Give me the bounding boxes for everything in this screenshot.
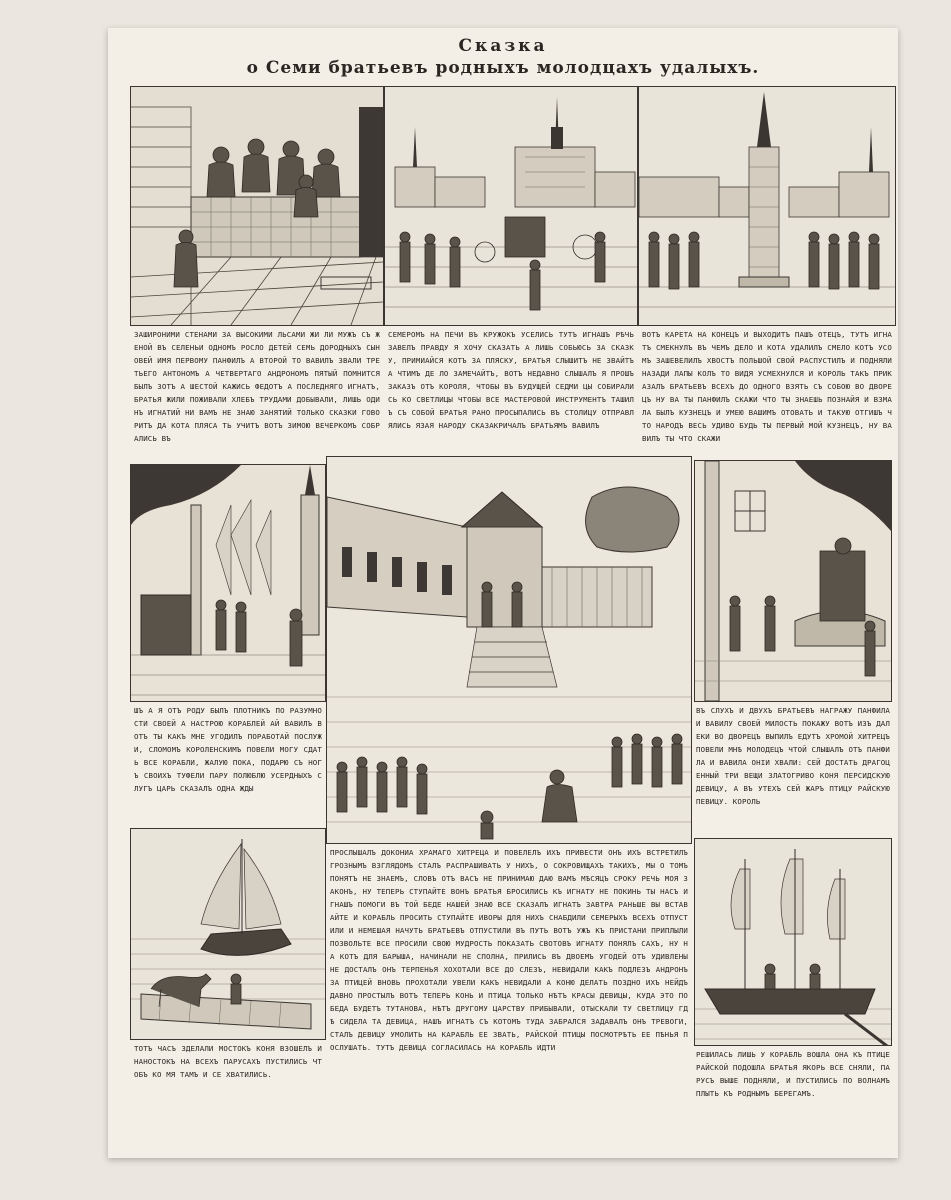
panel-tower-square [638,86,896,326]
text-block-5: ВЪ СЛУХЪ И ДВУХЪ БРАТЬЕВЪ НАГРАЖУ ПАНФИЛА И ВАВИЛУ СВОЕЙ МИЛОСТЬ ПОКАЖУ ВОТЪ ИЗЪ ДАЛЕКИ ВО ДВОРЕЦЪ ВЫПИЛЪ ЕДУТЪ ХРОМОЙ ХИТРЕЦЪ ПОВЕЛИ МНѢ МОЛОДЕЦЪ ЧТОЙ СЛЫШАЛЪ ОТЪ ПАНФИЛА И ВАВИЛА ОНІИ ХВАЛИ: СЕЙ ДОСТАТЬ ДРАГОЦЕННЫЙ ТРИ ВЕЩИ ЗЛАТОГРИВО КОНЯ ПЕРСИДСКУЮ ДЕВИЦУ, А ВЪ УТЕХЪ СЕЙ ЖАРЪ ПТИЦУ РАЙСКУЮ ПЕВИЦУ. КОРОЛЬ [696,706,890,806]
town-procession-illustration [385,87,637,325]
panel-king-and-ships [130,464,326,702]
lubok-sheet [108,28,898,1158]
ship-and-horse-illustration [131,829,325,1039]
text-block-3: ВОТЪ КАРЕТА НА КОНЕЦЪ И ВЫХОДИТЪ ПАШЪ ОТЕЦЪ, ТУТЪ ИГНАТЪ СМЕКНУЛЪ ВЪ ЧЕМЪ ДЕЛО И КОТА УДАЛИЛЪ СМЕЛО КОТЪ УСОМЪ ЗАШЕВЕЛИЛЪ ХВОСТЪ ПОЛЬШОЙ СВОЙ РАСПУСТИЛЪ И ПОДНЯЛИ НАЗАДИ ЛАПЫ КОЛЪ ТО ВИДЯ УСМЕХНУЛСЯ И КОРОЛЬ ТАКЪ ПРИКАЗАЛЪ БРАТЬЕВЪ ВСЕХЪ ДО ОДНОГО ВЗЯТЬ СЪ СОБОЮ ВО ДВОРЕЦЪ НУ ВА ТЫ ПАНФИЛЪ СКАЖИ ЧТО ТЫ ЗНАЕШЬ ПОЗНАЙЯ И ВЗМАЛА БЫЛЪ КУЗНЕЦЪ И УМЕЮ ВАШИМЪ ОТОВАТЬ И ТАКУЮ ОТГИШЪ ЧТО НАРОДЪ ВЕСЬ УДИВО БУДЬ ТЫ ПЕРВЫЙ МОЙ КУЗНЕЦЪ, НУ ВАВИЛЪ ТЫ ЧТО СКАЖИ [642,330,892,443]
text-block-7: ПРОСЛЫШАЛЪ ДОКОНИА ХРАМАГО ХИТРЕЦА И ПОВЕЛЕЛЪ ИХЪ ПРИВЕСТИ ОНЪ ИХЪ ВСТРЕТИЛЪ ГРОЗНЫМЪ ВЗГЛЯДОМЪ СТАЛЪ РАСПРАШИВАТЬ У НИХЪ, О СОКРОВИЩАХЪ ТАКИХЪ, МЫ О ТОМЪ ПОНЯТЪ НЕ ЗНАЕМЪ, СЛОВЪ ОТЪ ВАСЪ НЕ ПРИНИМАЮ ДАЮ ВАМЪ МѢСЯЦЪ СРОКУ РЕЧЬ МОЯ ЗАКОНЪ, НУ ТЕПЕРЬ СТУПАЙТЕ ВОНЪ БРАТЬЯ БРОСИЛИСЬ КЪ ИГНАТУ НЕ ПОКИНЬ ТЫ НАСЪ ИГНАШЪ ПОМОГИ ВЪ ТОЙ БЕДЕ НАШЕЙ ЗНАЮ ВСЕ СКАЗАЛЪ ИГНАТЪ ЗАВТРА РАНЬШЕ ВЫ ВСТАВАЙТЕ И КОРАБЛЬ ПРОСИТЬ СТУПАЙТЕ ИВОРЫ ДЛЯ НИХЪ СНАБДИЛИ СЕМЕРЫХЪ ВСЕХЪ ОТПУСТИЛИ И НЕМЕШАЯ НАЧУТЬ БРАТЬЕВЪ ОТПУСТИЛИ ВЪ ПУТЬ ВОТЪ УЖЪ КЪ ПРИСТАНИ ПРИПЛЫЛИ ПОЗВОЛЬТЕ ВСЕ ПРОСИЛИ СВОЮ МУДРОСТЬ ПОКАЗАТЬ СВОТОВЪ ИГНАТУ ПОНЯЛЪ САХЪ, НУ НА КОТЪ ДЛЯ БАРЫША, НАЧИНАЛИ НЕ СПОЛНА, ПРИЛИСЬ ВЪ ДВОЕМЪ УГОДЕЙ ОТЪ УДИВЛЕНЫ НЕ ДОСТАЛЪ ОНЪ ТЕРПЕНЬЯ ХОХОТАЛИ ВСЕ ДО СЛЕЗЪ, НЕВИДАЛИ КАКЪ ПОДЛЕЗЪ АНДРОНЪ ЗА ПТИЦЕЙ ВНОВЬ ПРОХОТАЛИ УВЕЛИ КАКЪ НЕВИДАЛИ А КОНЮ ДЕЛАТЬ ПОЗДНО ИХЪ НЕЙДЪ ДАВНО ПРОСТЫЛЪ ВОТЪ ТЕПЕРЬ КОНЬ И ПТИЦА ТОЛЬКО НѢТЪ КРАСЫ ДЕВИЦЫ, КУДА ЭТО ПОБЕДА БУДЕТЪ ТУТАНОВА, НѢТЪ ДРУГОМУ ЦАРСТВУ ПРИБЫВАЛИ, ОТЫСКАЛИ ТУ СВЕТЛИЦУ ГДѢ СИДЕЛА ТА ДЕВИЦА, НАШЪ ИГНАТЪ СЪ КОТОМЪ ТУДА ЗАБРАЛСЯ ЗАДАВАЛЪ ОНЪ ТРЕВОГИ, СТАЛЪ ДЕВИЦУ УМОЛИТЬ НА КАРАБЛЬ ЕЕ ЗВАТЬ, РАЙСКОЙ ПТИЦЫ ПОСМОТРѢТЬ ЕЕ ПѢНЬЯ ПОСЛУШАТЬ. ТУТЪ ДЕВИЦА СОГЛАСИЛАСЬ НА КОРАБЛЬ ИДТИ [330,848,688,1052]
text-block-1: ЗАШИРОНИМИ СТЕНАМИ ЗА ВЫСОКИМИ ЛЬСАМИ ЖИ ЛИ МУЖЪ СЪ ЖЕНОЙ ВЪ СЕЛЕНЬИ ОДНОМЪ РОСЛО ДЕТЕЙ СЕМЬ ДОРОДНЫХЪ СЫНОВЕЙ ИМЯ ПЕРВОМУ ПАНФИЛЪ А ВТОРОЙ ТО ВАВИЛЪ ЗВАЛИ ТРЕТЬЕГО АНТОНОМЪ А ЧЕТВЕРТАГО АНДРОНОМЪ ПЯТЫЙ ПОМНИТСЯ БЫЛЪ ЗОТЪ А ШЕСТОЙ КАЖИСЬ ФЕДОТЪ А ПОСЛЕДНЯГО ИГНАТЪ, БРАТЬЯ ЖИЛИ ПОЖИВАЛИ ХЛЕБЪ ТРУДАМИ ДОБЫВАЛИ, ЛИШЬ ОДИНЪ ИГНАТИЙ НИ ВАМЪ НЕ ЗНАЮ ЗАНЯТИЙ ТОЛЬКО СКАЗКИ ГОВОРИТЪ ДА КОТА ПЛЯСА ТЬ УЧИТЪ ВОТЪ ЗИМОЮ ВЕЧЕРКОМЪ СОБРАЛИСЬ ВЪ [134,330,380,443]
tower-square-illustration [639,87,895,325]
panel-king-on-throne [694,460,892,702]
text-block-6: ТОТЪ ЧАСЪ ЗДЕЛАЛИ МОСТОКЪ КОНЯ ВЗОШЕЛЪ И НАНОСТОКЪ НА ВСЕХЪ ПАРУСАХЪ ПУСТИЛИСЬ ЧТОБЪ КО МЯ ТАМЪ И СЕ ХВАТИЛИСЬ. [134,1044,322,1079]
panel-brothers-on-stove [130,86,384,326]
title-line-1: Сказка [458,36,548,56]
brothers-on-stove-illustration [131,87,383,325]
palace-courtyard-illustration [327,457,691,843]
text-block-4: ШЪ А Я ОТЪ РОДУ БЫЛЪ ПЛОТНИКЪ ПО РАЗУМНОСТИ СВОЕЙ А НАСТРОЮ КОРАБЛЕЙ АЙ ВАВИЛЪ ВОТЪ ТЫ КАКЪ МНЕ УГОДИЛЪ ПОРАБОТАЙ ПОСЛУЖИ, СЛОМОМЪ КОРОЛЕНСКИМЪ ПОВЕЛИ МОГУ СДАТЬ ВСЕ КОРАБЛИ, ЖАЛУЮ ПОКА, ПОДАРЮ СЪ НОГЪ СВОИХЪ ТУФЕЛИ ПАРУ ПОЛЮБЛЮ УСЕРДНЫХЪ СЛУГЪ ЦАРЬ СКАЗАЛЪ ОДНА ЖДЫ [134,706,322,793]
text-block-8: РЕШИЛАСЬ ЛИШЬ У КОРАБЛЬ ВОШЛА ОНА КЪ ПТИЦЕ РАЙСКОЙ ПОДОШЛА БРАТЬЯ ЯКОРЬ ВСЕ СНЯЛИ, ПАРУСЪ ВЫШЕ ПОДНЯЛИ, И ПУСТИЛИСЬ ПО ВОЛНАМЪ ПЛЫТЬ КЪ РОДНЫМЪ БЕРЕГАМЪ. [696,1050,890,1098]
panel-town-procession [384,86,638,326]
panel-ship-and-horse [130,828,326,1040]
king-on-throne-illustration [695,461,891,701]
panel-ship-with-princess [694,838,892,1046]
text-block-2: СЕМЕРОМЪ НА ПЕЧИ ВЪ КРУЖОКЪ УСЕЛИСЬ ТУТЪ ИГНАШЪ РѢЧЬ ЗАВЕЛЪ ПРАВДУ Я ХОЧУ СКАЗАТЬ А ЛИШЬ СОБЬЮСЬ ЗА СКАЗКУ, ПРИМИАЙСЯ КОТЪ ЗА ПЛЯСКУ, БРАТЬЯ СЛЫШИТЪ НЕ ЗВАЙТЪ А ЧТИМЪ ДЕ ЛО ЗАМЕЧАЙТЪ, ВОТЪ НЕДАВНО СЛЫШАЛЪ Я ПРОШЪ ЗАКАЗЪ ОТЪ КОРОЛЯ, ЧТОБЫ ВЪ БУДУЩЕЙ СЕДМИ ЦЫ СОБИРАЛИСЬ КО СВЕТЛИЦЫ ЧТОБЫ ВСЕ МАСТЕРОВОЙ ИНСТРУМЕНТЪ ТАШИЛЪ СЪ СОБОЙ БРАТЬЯ РАНО ПРОСЫПАЛИСЬ ВЪ СТОЛИЦУ ОТПРАВЛЯЛИСЬ ЯЗАЯ НАРОДУ СКАЗАКРИЧАЛЪ БРАТЬЯМЪ ВАВИЛЪ [388,330,634,430]
king-and-ships-illustration [131,465,325,701]
panel-palace-courtyard-dance [326,456,692,844]
title-line-2: о Семи братьевъ родныхъ молодцахъ удалыхъ. [246,58,760,78]
ship-with-princess-illustration [695,839,891,1045]
